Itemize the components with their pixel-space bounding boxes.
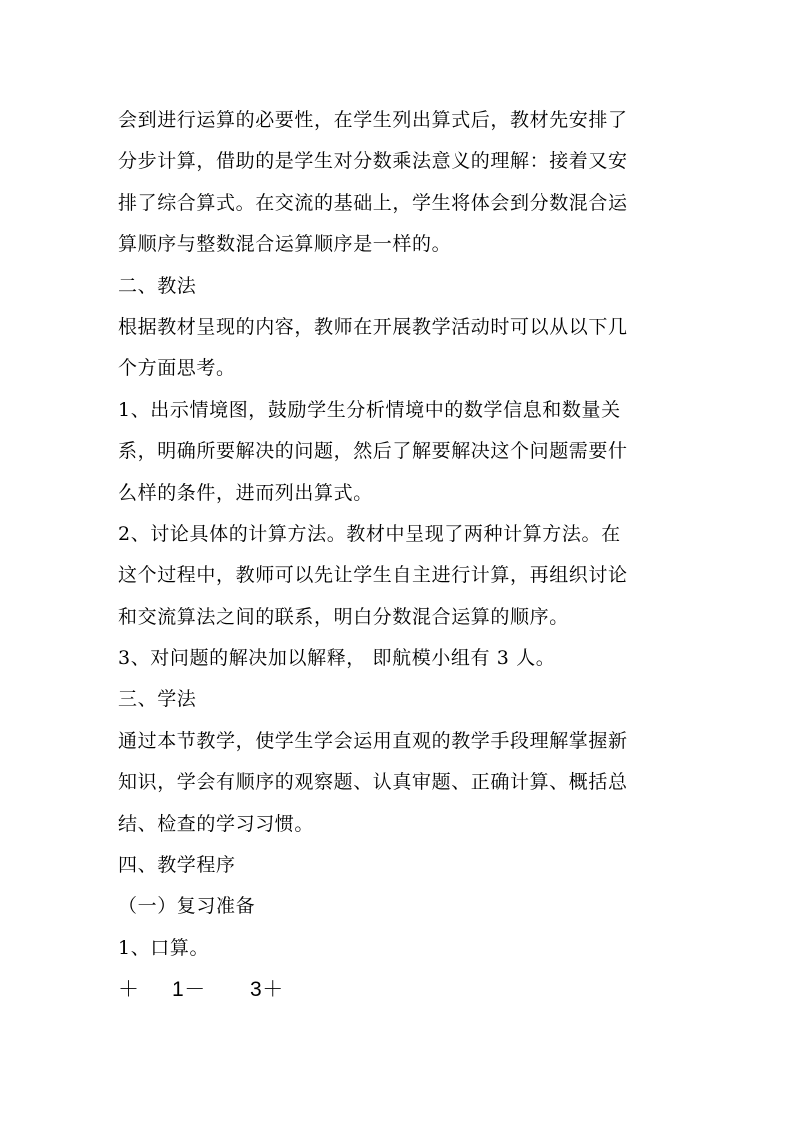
paragraph-line: 排了综合算式。在交流的基础上，学生将体会到分数混合运 [118, 191, 628, 214]
paragraph-line: 通过本节教学，使学生学会运用直观的教学手段理解掌握新 [118, 729, 628, 752]
section-heading-learning-method: 三、学法 [118, 688, 197, 711]
formula-line [118, 969, 678, 1010]
paragraph-line: 这个过程中，教师可以先让学生自主进行计算，再组织讨论 [118, 564, 628, 587]
paragraph-line: 和交流算法之间的联系，明白分数混合运算的顺序。 [118, 605, 569, 628]
list-item-oral-calculation: 1、口算。 [118, 936, 210, 959]
paragraph-line: 会到进行运算的必要性，在学生列出算式后，教材先安排了 [118, 109, 628, 131]
paragraph-line: 分步计算，借助的是学生对分数乘法意义的理解：接着又安 [118, 150, 628, 173]
paragraph-line: 么样的条件，进而列出算式。 [118, 481, 373, 504]
section-heading-teaching-method: 二、教法 [118, 274, 197, 297]
document-body [118, 100, 678, 1011]
paragraph-line: 根据教材呈现的内容，教师在开展教学活动时可以从以下几 [118, 315, 628, 338]
list-item-1: 1、出示情境图，鼓励学生分析情境中的数学信息和数量关 [118, 398, 621, 421]
paragraph-line: 结、检查的学习习惯。 [118, 812, 315, 835]
list-item-3: 3、对问题的解决加以解释， 即航模小组有 3 人。 [118, 647, 556, 670]
formula-part: ＋ [118, 978, 140, 1002]
formula-part: 3＋ [250, 978, 284, 1002]
paragraph-line: 算顺序与整数混合运算顺序是一样的。 [118, 233, 452, 256]
paragraph-line: 系，明确所要解决的问题，然后了解要解决这个问题需要什 [118, 440, 628, 463]
paragraph-line: 个方面思考。 [118, 357, 236, 380]
section-heading-teaching-procedure: 四、教学程序 [118, 854, 236, 877]
list-item-2: 2、讨论具体的计算方法。教材中呈现了两种计算方法。在 [118, 522, 621, 545]
formula-part: 1－ [172, 978, 206, 1002]
paragraph-line: 知识，学会有顺序的观察题、认真审题、正确计算、概括总 [118, 771, 628, 794]
subsection-heading-review: （一）复习准备 [118, 895, 256, 918]
